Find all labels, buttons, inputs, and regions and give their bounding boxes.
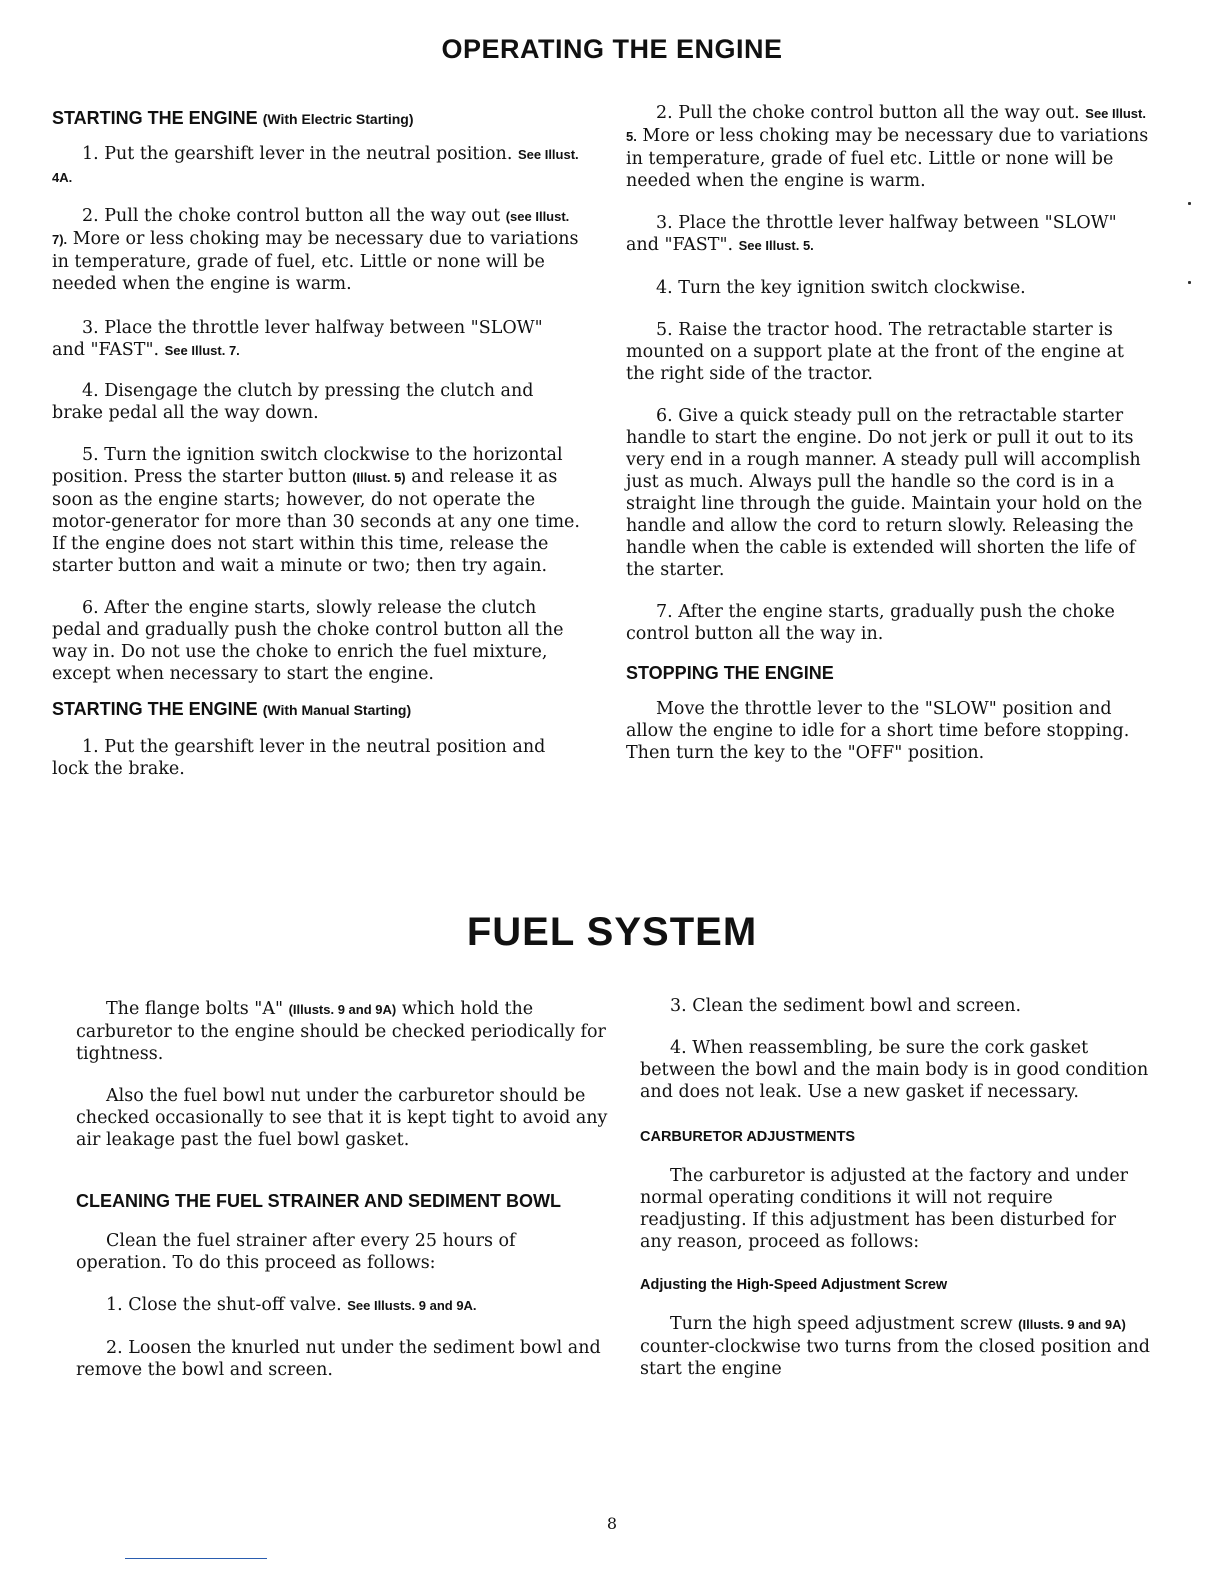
footer-rule: [125, 1558, 267, 1559]
fuel-right-column: [640, 995, 1152, 1380]
scan-speck: [1188, 202, 1191, 205]
manual-step-2: 2. Pull the choke control button all the way out. See Illust. 5. More or less choking may be necessary due to variations in temperature, grade of fuel etc. Little or none will be needed when the engine is warm.: [626, 103, 1149, 191]
fuel-left-column: [76, 998, 608, 1381]
electric-step-1: 1. Put the gearshift lever in the neutral position. See Illust. 4A.: [52, 144, 579, 185]
scan-speck: [1188, 281, 1191, 284]
manual-step-1: 1. Put the gearshift lever in the neutral position and lock the brake.: [52, 737, 546, 779]
flange-bolts-paragraph: The flange bolts "A" (Illusts. 9 and 9A) which hold the carburetor to the engine should be checked periodically for tightness.: [76, 999, 606, 1064]
manual-step-4: 4. Turn the key ignition switch clockwise.: [656, 278, 1026, 298]
electric-step-6: 6. After the engine starts, slowly release the clutch pedal and gradually push the choke control button all the way in. Do not use the choke to enrich the fuel mixture, except when necessary to start the engine.: [52, 598, 564, 684]
carburetor-text: The carburetor is adjusted at the factory and under normal operating conditions it will not require readjusting. If this adjustment has been disturbed for any reason, proceed as follows:: [640, 1166, 1129, 1252]
electric-step-3: 3. Place the throttle lever halfway between "SLOW" and "FAST". See Illust. 7.: [52, 318, 543, 360]
section-title: FUEL SYSTEM: [466, 910, 758, 954]
left-column: [52, 108, 580, 780]
manual-step-3: 3. Place the throttle lever halfway between "SLOW" and "FAST". See Illust. 5.: [626, 213, 1117, 255]
cleaning-step-1: 1. Close the shut-off valve. See Illusts. 9 and 9A.: [106, 1295, 477, 1315]
electric-step-2: 2. Pull the choke control button all the way out (see Illust. 7). More or less choking may be necessary due to variations in temperature, grade of fuel, etc. Little or none will be needed when the engine is warm.: [52, 206, 579, 294]
manual-step-5: 5. Raise the tractor hood. The retractable starter is mounted on a support plate at the front of the engine at the right side of the tractor.: [626, 320, 1124, 384]
stopping-text: Move the throttle lever to the "SLOW" position and allow the engine to idle for a short time before stopping. Then turn the key to the "OFF" position.: [626, 699, 1130, 763]
electric-step-4: 4. Disengage the clutch by pressing the clutch and brake pedal all the way down.: [52, 381, 534, 423]
manual-step-6: 6. Give a quick steady pull on the retractable starter handle to start the engine. Do not jerk or pull it out to its very end in a rough manner. A steady pull will accomplish just as much. Always pull the handle so the cord is in a straight line through the guide. Maintain your hold on the handle and allow the cord to return slowly. Releasing the handle when the cable is extended will shorten the life of the starter.: [626, 406, 1143, 580]
electric-step-5: 5. Turn the ignition switch clockwise to the horizontal position. Press the starter button (Illust. 5) and release it as soon as the engine starts; however, do not operate the motor-generator for more than 30 seconds at any one time. If the engine does not start within this time, release the starter button and wait a minute or two; then try again.: [52, 445, 580, 576]
page-number: 8: [606, 1514, 618, 1533]
high-speed-text: Turn the high speed adjustment screw (Illusts. 9 and 9A) counter-clockwise two turns from the closed position and start the engine: [640, 1314, 1150, 1379]
right-column: [626, 102, 1150, 764]
page-title: OPERATING THE ENGINE: [441, 34, 783, 64]
cleaning-intro: Clean the fuel strainer after every 25 hours of operation. To do this proceed as follows:: [76, 1231, 516, 1273]
cleaning-step-4: 4. When reassembling, be sure the cork gasket between the bowl and the main body is in good condition and does not leak. Use a new gasket if necessary.: [640, 1038, 1149, 1102]
cleaning-step-2: 2. Loosen the knurled nut under the sediment bowl and remove the bowl and screen.: [76, 1338, 601, 1380]
cleaning-heading: CLEANING THE FUEL STRAINER AND SEDIMENT BOWL: [76, 1191, 561, 1211]
stopping-heading: STOPPING THE ENGINE: [626, 663, 834, 683]
electric-start-heading: STARTING THE ENGINE (With Electric Starting): [52, 108, 414, 128]
manual-step-7: 7. After the engine starts, gradually push the choke control button all the way in.: [626, 602, 1115, 644]
manual-start-heading: STARTING THE ENGINE (With Manual Starting): [52, 699, 412, 719]
carburetor-heading: CARBURETOR ADJUSTMENTS: [640, 1129, 856, 1145]
fuel-bowl-paragraph: Also the fuel bowl nut under the carburetor should be checked occasionally to see that it is kept tight to avoid any air leakage past the fuel bowl gasket.: [76, 1086, 608, 1150]
high-speed-heading: Adjusting the High-Speed Adjustment Screw: [640, 1277, 948, 1293]
cleaning-step-3: 3. Clean the sediment bowl and screen.: [670, 996, 1022, 1016]
